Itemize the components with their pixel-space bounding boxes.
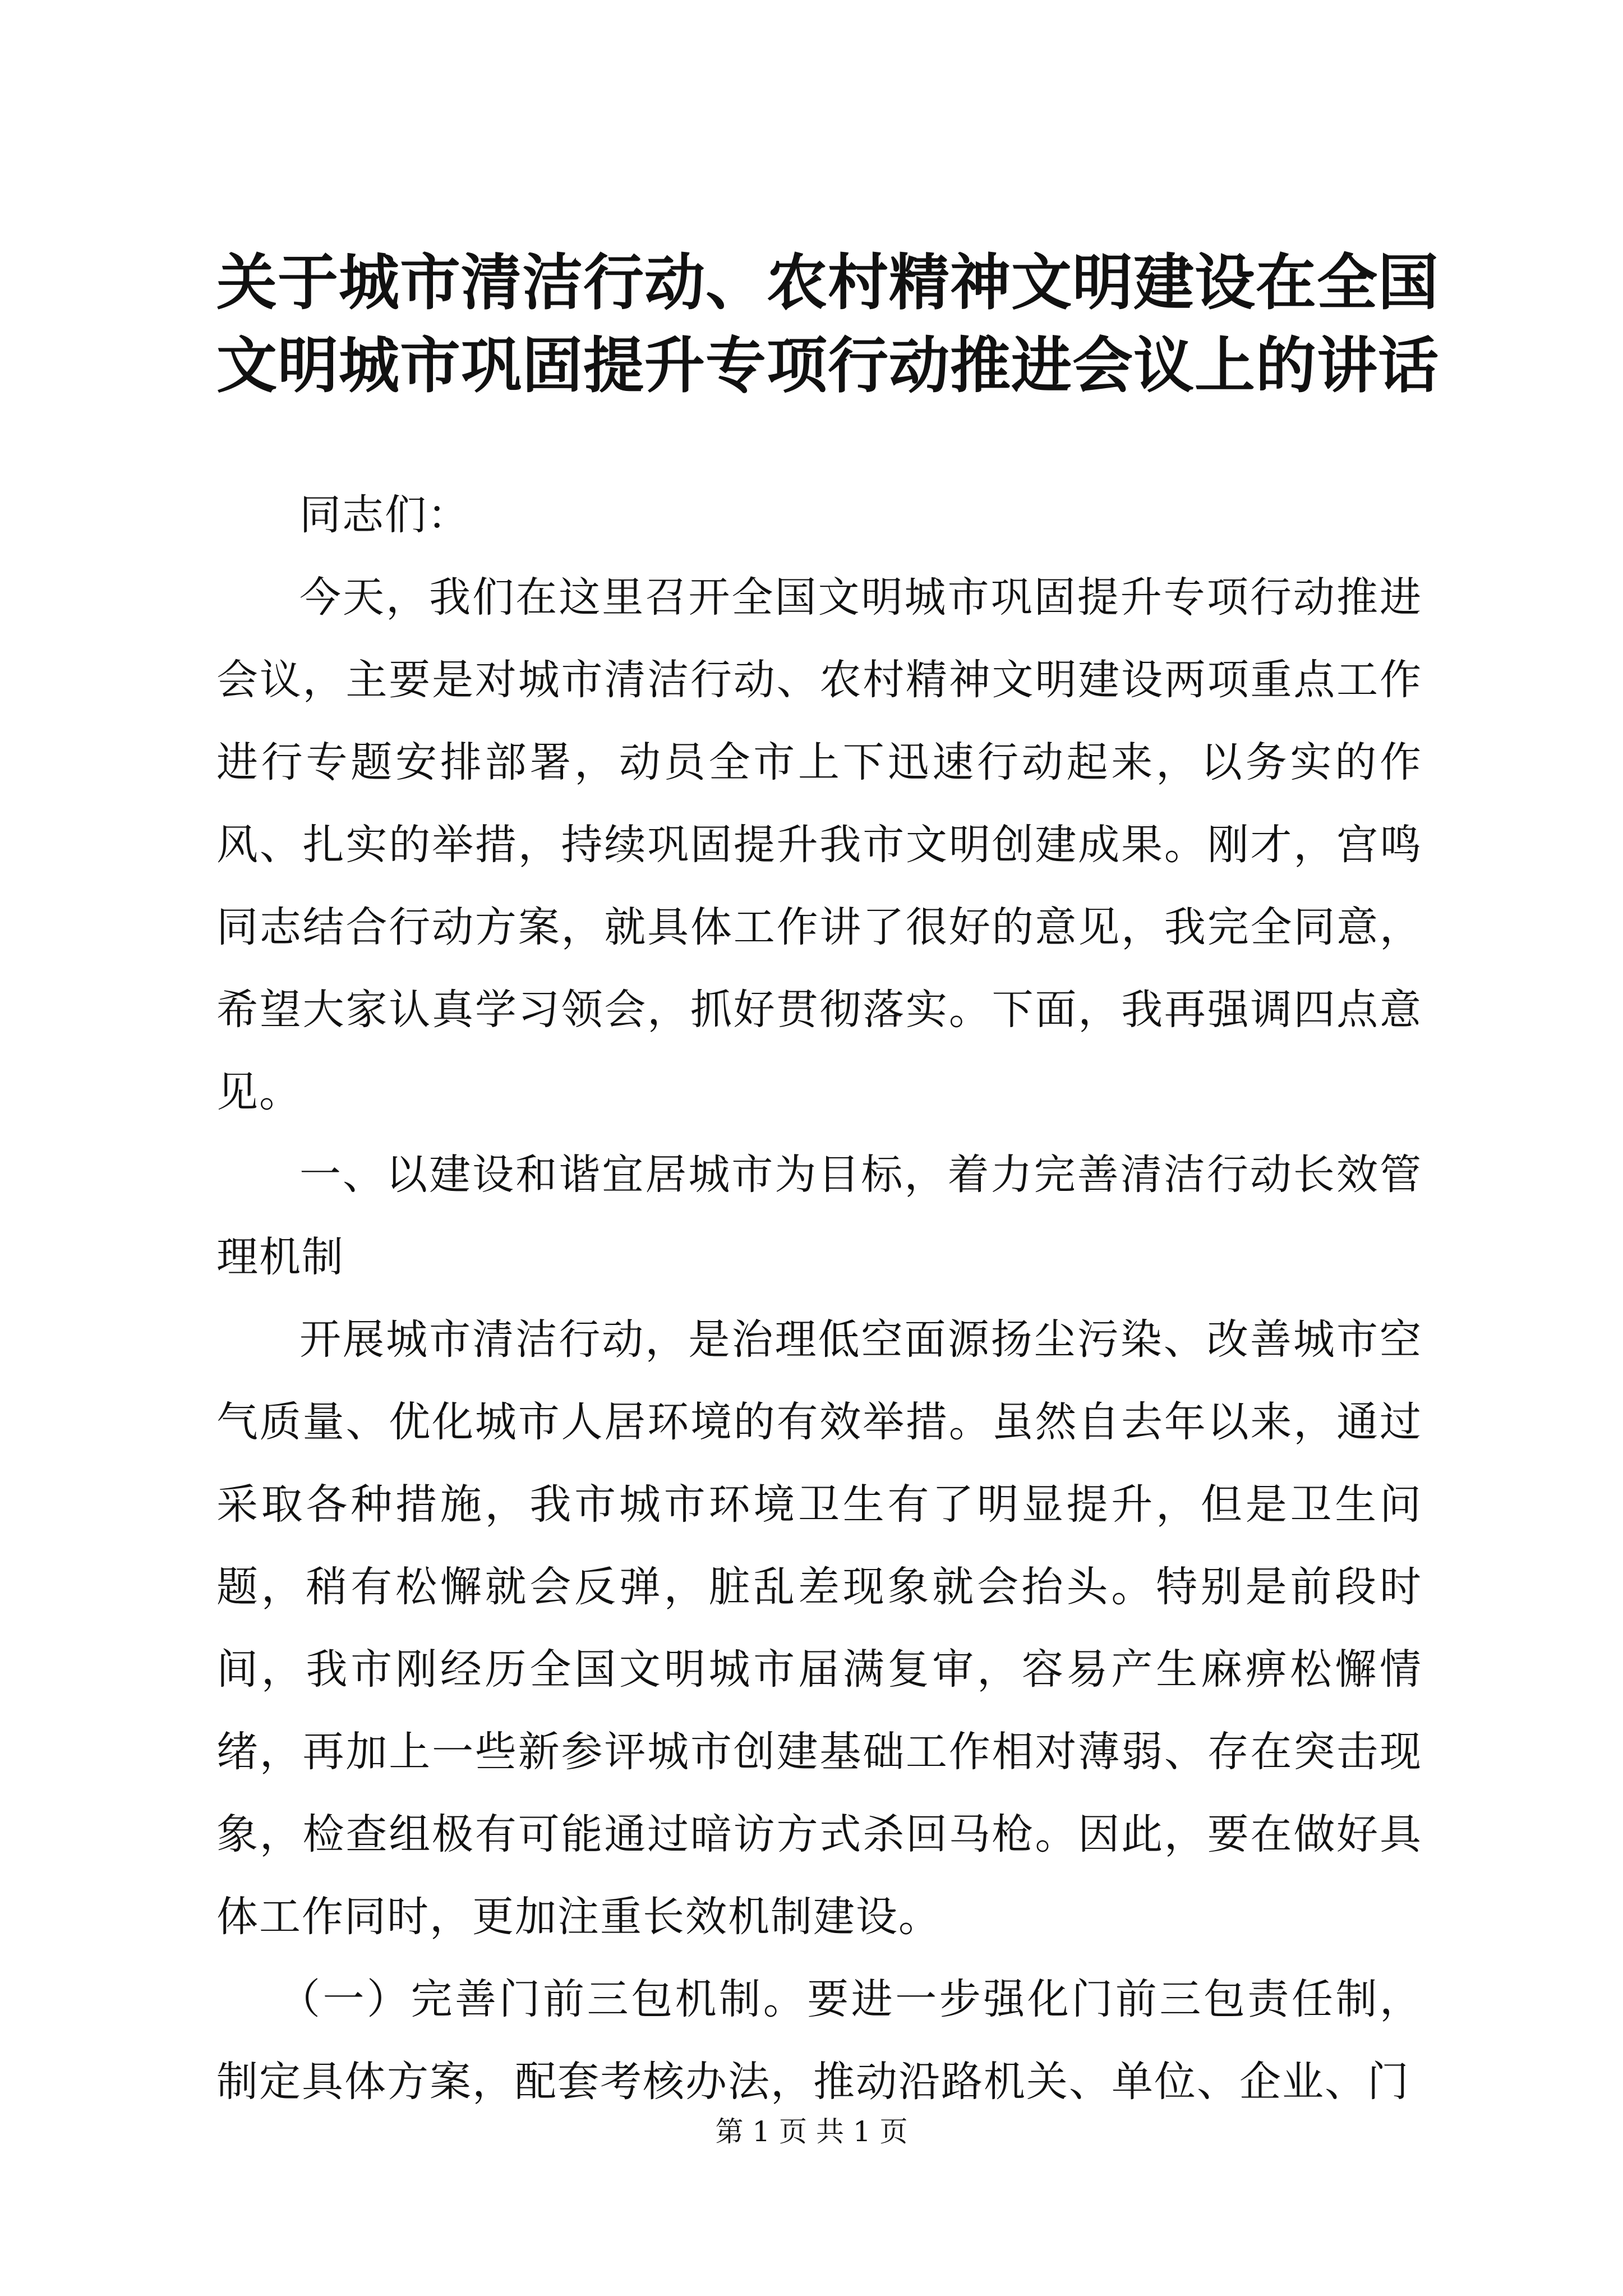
paragraph-section-1: 开展城市清洁行动，是治理低空面源扬尘污染、改善城市空气质量、优化城市人居环境的有效举措。虽然自去年以来，通过采取各种措施，我市城市环境卫生有了明显提升，但是卫生问题，稍有松懈就会反弹，脏乱差现象就会抬头。特别是前段时间，我市刚经历全国文明城市届满复审，容易产生麻痹松懈情绪，再加上一些新参评城市创建基础工作相对薄弱、存在突击现象，检查组极有可能通过暗访方式杀回马枪。因此，要在做好具体工作同时，更加注重长效机制建设。 xyxy=(216,1315,1422,1941)
salutation: 同志们： xyxy=(299,491,470,539)
document-title xyxy=(216,241,1440,407)
title-line-1: 关于城市清洁行动、农村精神文明建设在全国 xyxy=(216,247,1440,318)
document-body xyxy=(216,474,1422,2123)
page-footer: 第 1 页 共 1 页 xyxy=(715,2115,908,2148)
subsection-1-paragraph: （一）完善门前三包机制。要进一步强化门前三包责任制，制定具体方案，配套考核办法，推动沿路机关、单位、企业、门 xyxy=(216,1975,1422,2106)
paragraph-intro: 今天，我们在这里召开全国文明城市巩固提升专项行动推进会议，主要是对城市清洁行动、农村精神文明建设两项重点工作进行专题安排部署，动员全市上下迅速行动起来，以务实的作风、扎实的举措，持续巩固提升我市文明创建成果。刚才，宫鸣同志结合行动方案，就具体工作讲了很好的意见，我完全同意，希望大家认真学习领会，抓好贯彻落实。下面，我再强调四点意见。 xyxy=(216,573,1422,1116)
title-line-2: 文明城市巩固提升专项行动推进会议上的讲话 xyxy=(216,330,1440,401)
section-heading-1: 一、以建设和谐宜居城市为目标，着力完善清洁行动长效管理机制 xyxy=(216,1151,1422,1281)
